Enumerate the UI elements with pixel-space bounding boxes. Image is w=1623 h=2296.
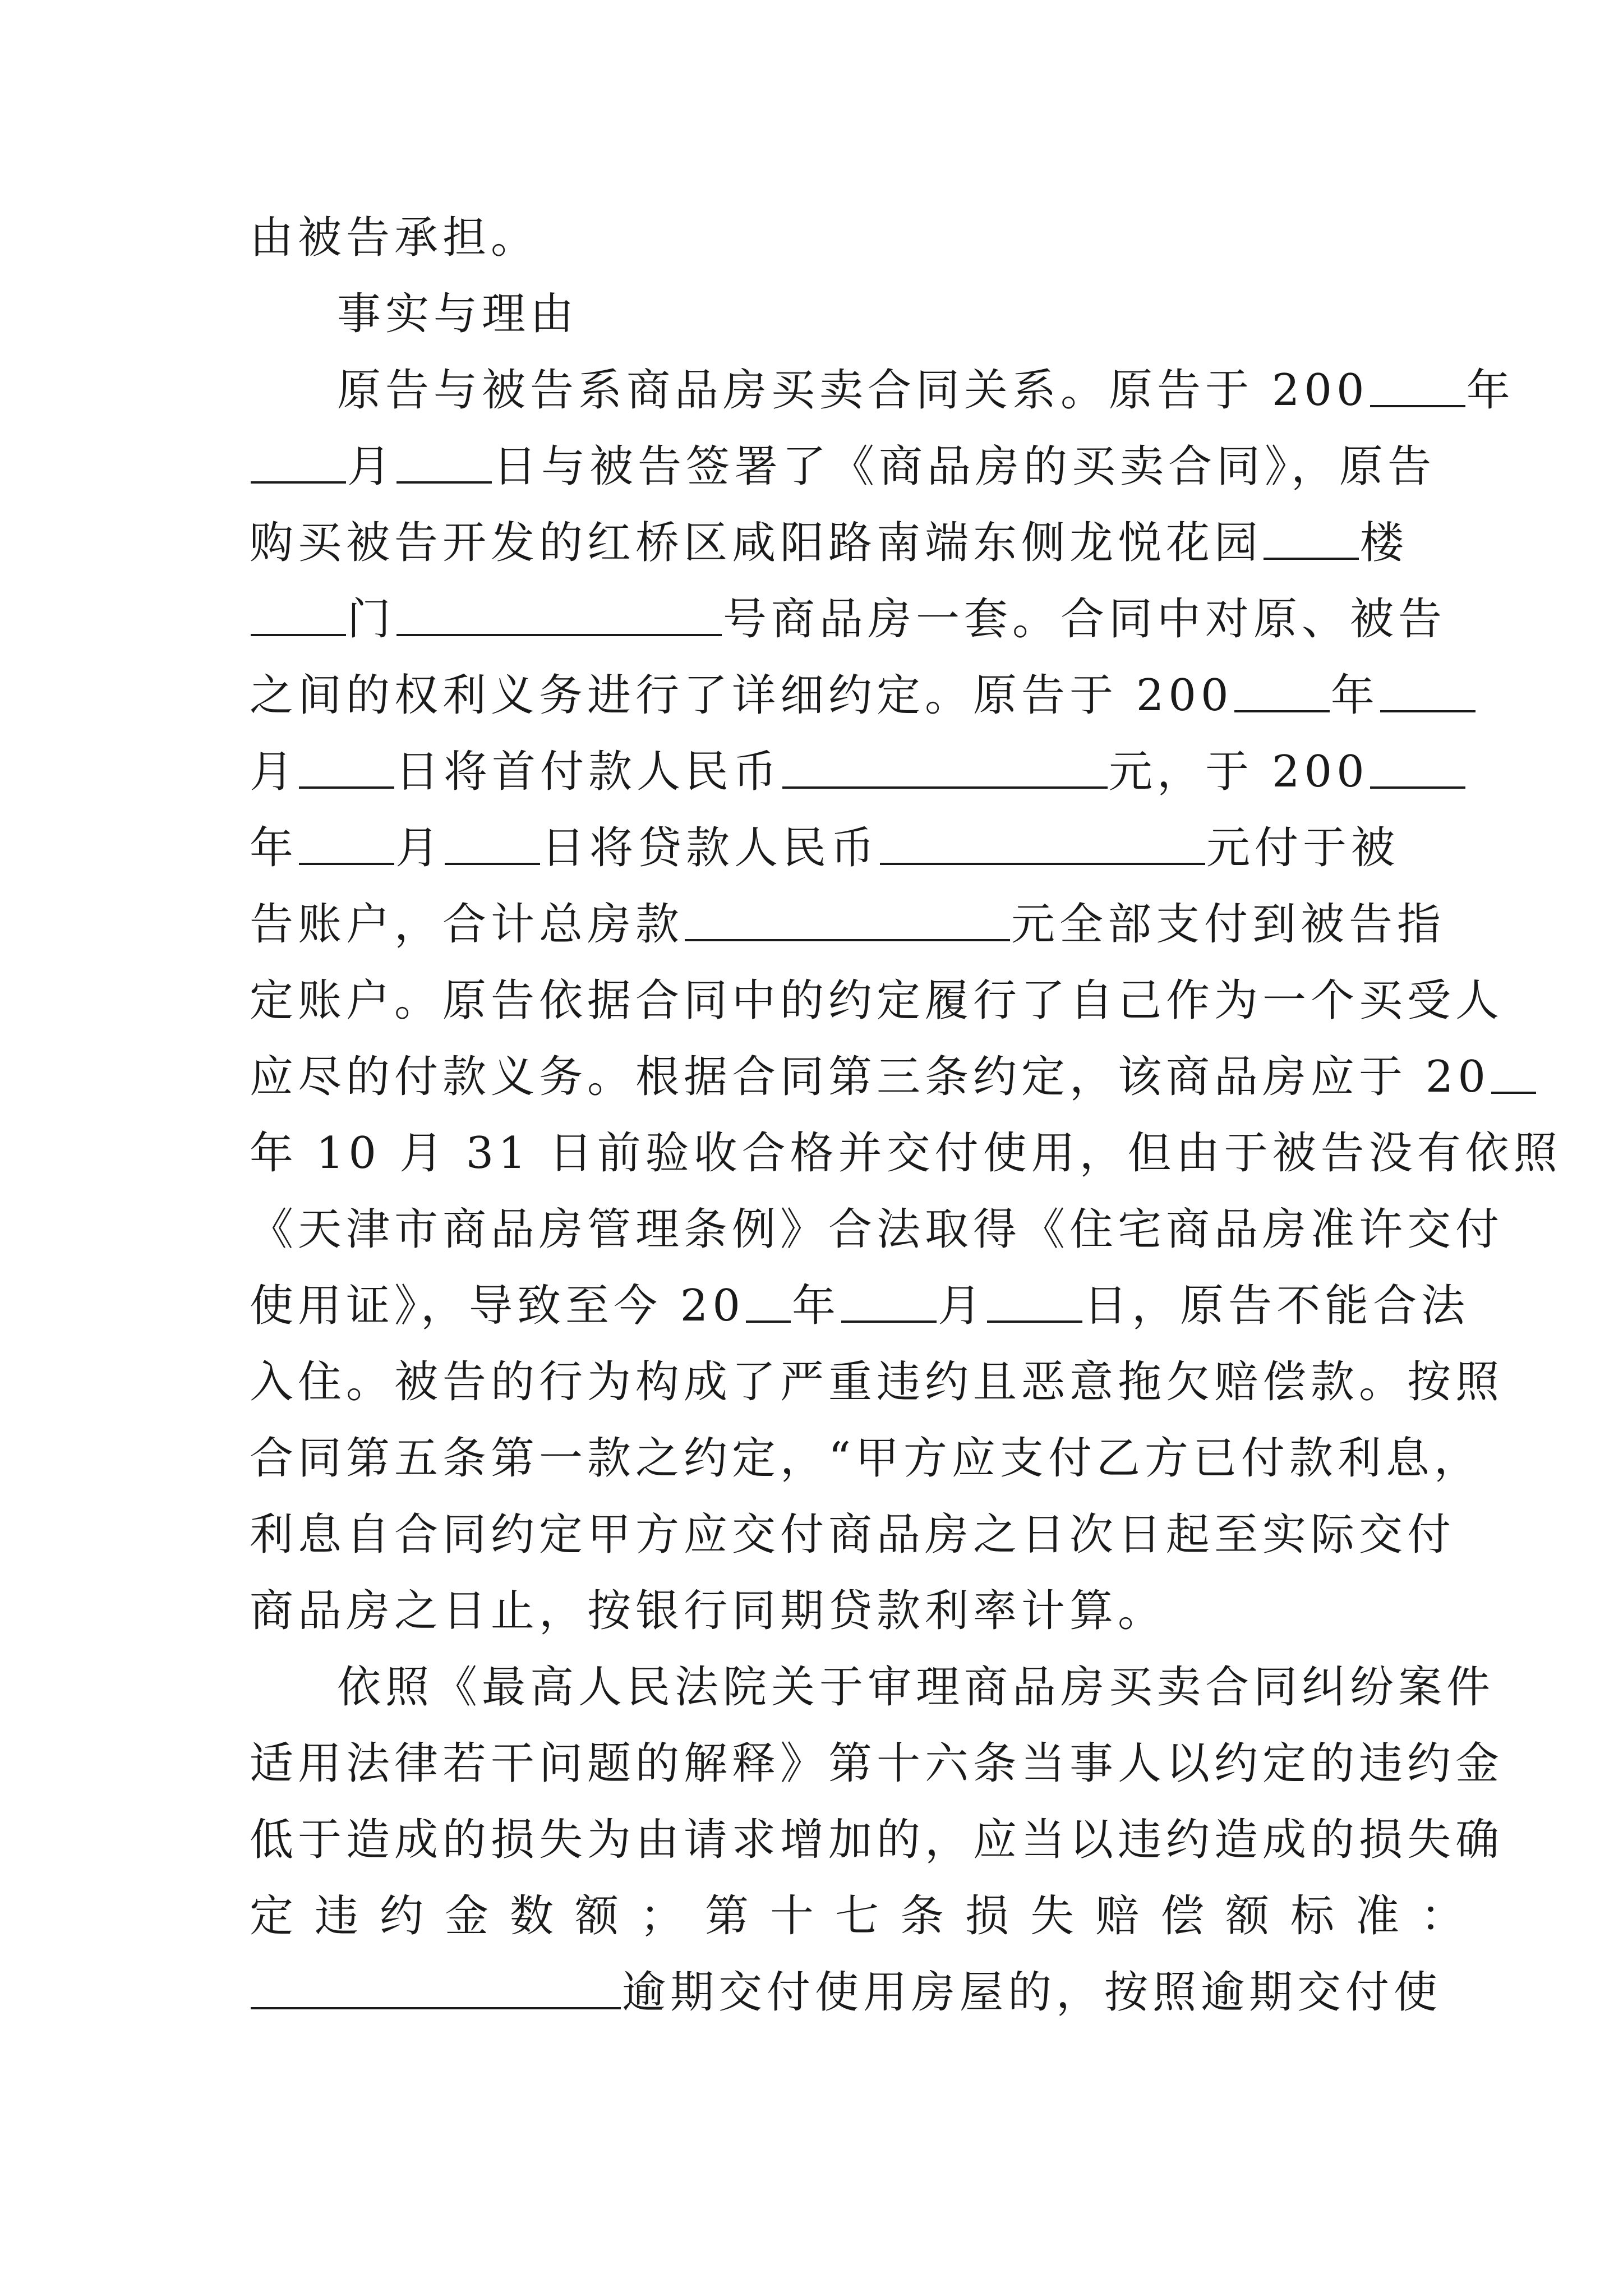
fill-blank <box>1234 669 1330 712</box>
document-body <box>250 200 1562 2031</box>
fill-blank <box>841 1279 937 1323</box>
text-line: 定账户。原告依据合同中的约定履行了自己作为一个买受人 <box>250 976 1504 1026</box>
fill-blank <box>685 898 1010 941</box>
fill-blank <box>251 1966 621 2009</box>
fill-blank <box>1264 516 1359 560</box>
fill-blank <box>1380 669 1476 712</box>
text-line: 利息自合同约定甲方应交付商品房之日次日起至实际交付 <box>250 1510 1456 1560</box>
fill-blank <box>1370 364 1465 407</box>
text-line: 月 日与被告签署了《商品房的买卖合同》，原告 <box>250 429 1380 505</box>
fill-blank <box>299 745 394 789</box>
fill-blank <box>251 592 346 636</box>
fill-blank <box>782 745 1108 789</box>
text-line: 依照《最高人民法院关于审理商品房买卖合同纠纷案件 <box>337 1662 1495 1713</box>
text-line: 《天津市商品房管理条例》合法取得《住宅商品房准许交付 <box>250 1204 1504 1255</box>
text-line: 年 10 月 31 日前验收合格并交付使用，但由于被告没有依照 <box>250 1128 1562 1179</box>
fill-blank <box>445 821 540 865</box>
fill-blank <box>299 821 394 865</box>
text-line: 商品房之日止，按银行同期贷款利率计算。 <box>250 1586 1166 1636</box>
section-heading: 事实与理由 <box>337 289 579 339</box>
text-line: 低于造成的损失为由请求增加的，应当以违约造成的损失确 <box>250 1815 1504 1865</box>
fill-blank <box>396 592 722 636</box>
text-line: 月 日将首付款人民币 元，于 200 <box>250 734 1380 810</box>
fill-blank <box>746 1279 791 1323</box>
fill-blank <box>396 440 492 484</box>
fill-blank <box>1491 1050 1536 1094</box>
text-line: 购买被告开发的红桥区咸阳路南端东侧龙悦花园 楼 <box>250 505 1380 581</box>
text-line: 逾期交付使用房屋的，按照逾期交付使 <box>250 1954 1380 2031</box>
fill-blank <box>987 1279 1082 1323</box>
text-line: 原告与被告系商品房买卖合同关系。原告于 200 年 <box>250 352 1380 429</box>
text-line: 适用法律若干问题的解释》第十六条当事人以约定的违约金 <box>250 1738 1504 1789</box>
text-line: 使用证》，导致至今 20 年 月 日，原告不能合法 <box>250 1268 1380 1344</box>
text-line: 应尽的付款义务。根据合同第三条约定，该商品房应于 20 <box>250 1039 1380 1115</box>
text-line: 合同第五条第一款之约定，“甲方应支付乙方已付款利息， <box>250 1433 1482 1484</box>
text-line: 由被告承担。 <box>250 213 540 263</box>
text-line: 之间的权利义务进行了详细约定。原告于 200 年 <box>250 657 1380 734</box>
fill-blank <box>880 821 1205 865</box>
fill-blank <box>1370 745 1465 789</box>
text-line: 告账户，合计总房款 元全部支付到被告指 <box>250 886 1380 963</box>
text-line: 门 号商品房一套。合同中对原、被告 <box>250 581 1380 657</box>
text-line: 入住。被告的行为构成了严重违约且恶意拖欠赔偿款。按照 <box>250 1357 1504 1407</box>
text-line: 定违约金数额；第十七条损失赔偿额标准： <box>250 1891 1486 1941</box>
fill-blank <box>251 440 346 484</box>
text-line: 年 月 日将贷款人民币 元付于被 <box>250 810 1380 886</box>
